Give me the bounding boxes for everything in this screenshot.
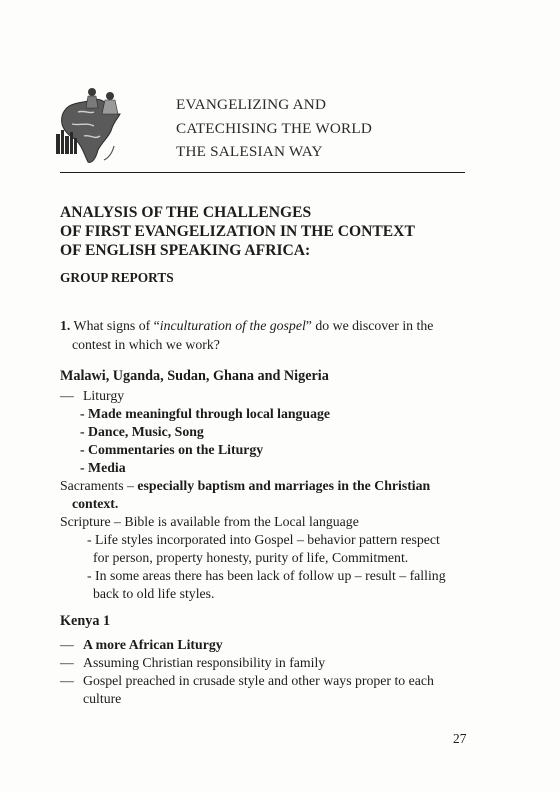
header-title-line: EVANGELIZING AND <box>176 96 327 113</box>
title-line: OF ENGLISH SPEAKING AFRICA: <box>60 242 311 260</box>
title-line: ANALYSIS OF THE CHALLENGES <box>60 204 312 221</box>
list-item-continuation: for person, property honesty, purity of life, Commitment. <box>93 550 409 565</box>
list-item: - Commentaries on the Liturgy <box>80 442 264 457</box>
header-title-line: THE SALESIAN WAY <box>176 143 323 160</box>
question-text: What signs of “ <box>70 318 160 333</box>
section-kenya-1 <box>60 612 490 708</box>
list-item: Assuming Christian responsibility in family <box>83 655 326 670</box>
dash-marker: — <box>60 637 74 652</box>
list-item: - Life styles incorporated into Gospel – behavior pattern respect <box>87 532 440 547</box>
page-number: 27 <box>453 731 467 746</box>
question-text: ” do we discover in the <box>305 318 434 333</box>
question-1 <box>60 316 490 354</box>
list-item: Sacraments – <box>60 478 138 493</box>
dash-marker: — <box>60 388 74 403</box>
list-item-emphasis: especially baptism and marriages in the Christian <box>137 478 431 493</box>
section-heading: Malawi, Uganda, Sudan, Ghana and Nigeria <box>60 368 329 384</box>
question-text: contest in which we work? <box>72 337 220 352</box>
book-header-title <box>176 93 372 164</box>
list-item-continuation: context. <box>72 496 119 511</box>
section-heading: Kenya 1 <box>60 613 111 629</box>
header-title-line: CATECHISING THE WORLD <box>176 119 373 137</box>
list-item: Liturgy <box>83 388 125 403</box>
list-item: - Dance, Music, Song <box>80 424 204 439</box>
africa-map-with-figures-icon <box>54 84 130 166</box>
dash-marker: — <box>60 673 74 688</box>
dash-marker: — <box>60 655 74 670</box>
list-item-continuation: culture <box>83 691 122 706</box>
title-line: OF FIRST EVANGELIZATION IN THE CONTEXT <box>60 223 415 241</box>
question-number: 1. <box>60 318 71 333</box>
header-divider <box>60 172 465 173</box>
list-item: A more African Liturgy <box>83 637 223 652</box>
list-item-continuation: back to old life styles. <box>93 586 215 601</box>
subtitle: GROUP REPORTS <box>60 270 174 285</box>
list-item: - In some areas there has been lack of follow up – result – falling <box>87 568 446 583</box>
list-item: Scripture – Bible is available from the Local language <box>60 514 359 529</box>
list-item: - Made meaningful through local language <box>80 406 331 421</box>
document-title <box>60 203 480 261</box>
question-italic-term: inculturation of the gospel <box>159 318 306 333</box>
list-item: - Media <box>80 460 126 475</box>
section-malawi-uganda <box>60 367 490 603</box>
list-item: Gospel preached in crusade style and other ways proper to each <box>83 673 434 688</box>
